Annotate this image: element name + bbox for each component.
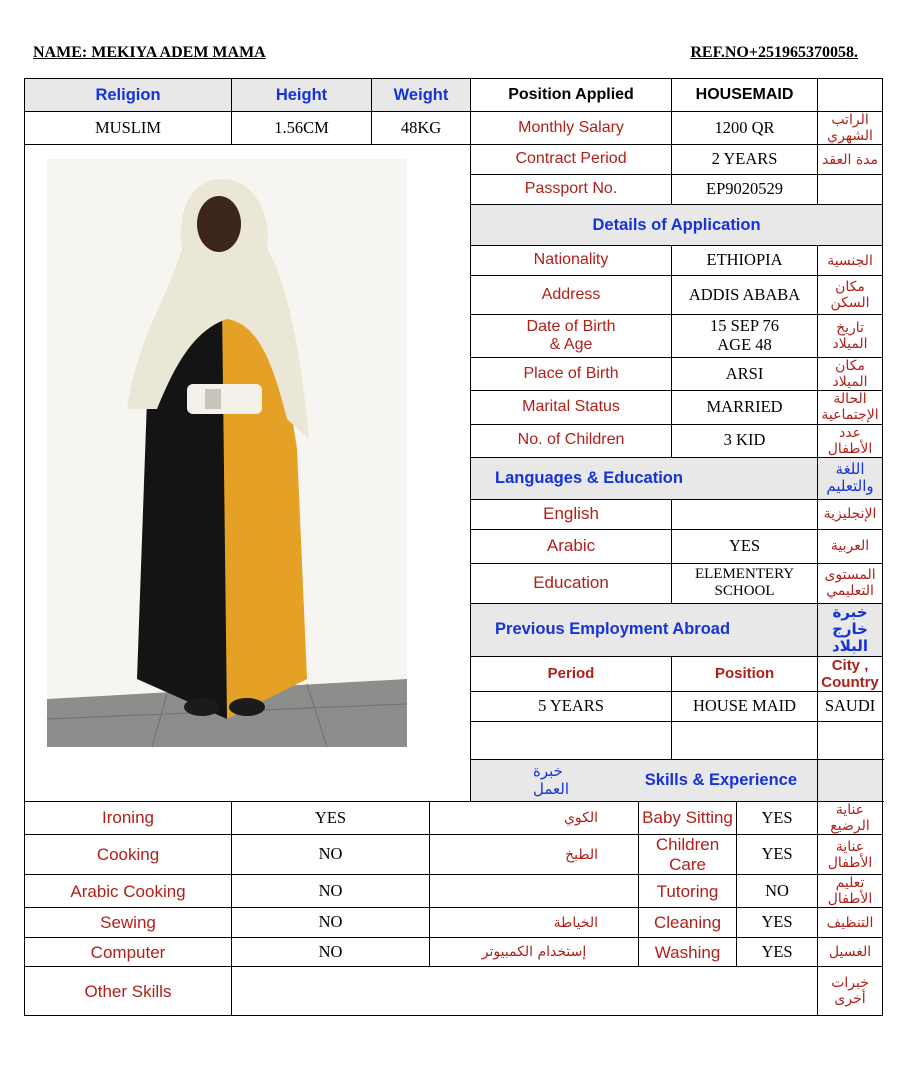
dob-label-line1: Date of Birth bbox=[526, 317, 616, 335]
english-arabic: الإنجليزية bbox=[818, 499, 883, 529]
skill-sewing-label: Sewing bbox=[25, 908, 232, 938]
skill-ironing-arabic: الكوي bbox=[430, 802, 639, 835]
candidate-photo bbox=[47, 159, 407, 747]
skill-sewing-value: NO bbox=[232, 908, 430, 938]
skill-tutoring-value: NO bbox=[737, 875, 818, 908]
marital-status-arabic: الحالة الإجتماعية bbox=[818, 391, 883, 424]
arabic-arabic: العربية bbox=[818, 529, 883, 563]
skill-computer-value: NO bbox=[232, 938, 430, 967]
skill-washing-value: YES bbox=[737, 938, 818, 967]
dob-value-line1: 15 SEP 76 bbox=[709, 316, 780, 336]
contract-period-arabic: مدة العقد bbox=[818, 145, 883, 175]
employment-heading-arabic: خبرة خارج البلاد bbox=[818, 603, 883, 656]
reference-number: REF.NO+251965370058. bbox=[690, 44, 858, 61]
other-skills-arabic: خبرات أخرى bbox=[818, 967, 883, 1016]
address-arabic: مكان السكن bbox=[818, 276, 883, 315]
place-of-birth-value: ARSI bbox=[672, 358, 818, 391]
employment-col-country: City , Country bbox=[818, 656, 883, 692]
education-value bbox=[672, 563, 818, 603]
place-of-birth-arabic: مكان الميلاد bbox=[818, 358, 883, 391]
education-value-line1: ELEMENTERY bbox=[694, 566, 795, 582]
religion-label: Religion bbox=[25, 79, 232, 112]
skill-cleaning-label: Cleaning bbox=[639, 908, 737, 938]
employment-col-period: Period bbox=[471, 656, 672, 692]
education-arabic: المستوى التعليمي bbox=[818, 563, 883, 603]
candidate-photo-drawing bbox=[47, 159, 407, 747]
address-label: Address bbox=[471, 276, 672, 315]
dob-label-line2: & Age bbox=[549, 336, 593, 354]
skill-arabic-cooking-label: Arabic Cooking bbox=[25, 875, 232, 908]
skill-washing-label: Washing bbox=[639, 938, 737, 967]
other-skills-value bbox=[232, 967, 818, 1016]
nationality-label: Nationality bbox=[471, 246, 672, 276]
nationality-arabic: الجنسية bbox=[818, 246, 883, 276]
employment-col-position: Position bbox=[672, 656, 818, 692]
employment-period-value: 5 YEARS bbox=[471, 692, 672, 722]
skill-cooking-value: NO bbox=[232, 835, 430, 875]
passport-label: Passport No. bbox=[471, 175, 672, 205]
passport-ar-blank bbox=[818, 175, 883, 205]
arabic-value: YES bbox=[672, 529, 818, 563]
employment-heading: Previous Employment Abroad bbox=[471, 603, 818, 656]
dob-arabic: تاريخ الميلاد bbox=[818, 315, 883, 358]
languages-heading-arabic: اللغة والتعليم bbox=[818, 457, 883, 499]
skills-heading-arabic-text: خبرة العمل bbox=[533, 762, 570, 798]
cv-table bbox=[24, 78, 883, 1016]
skill-baby-sitting-label: Baby Sitting bbox=[639, 802, 737, 835]
languages-heading: Languages & Education bbox=[471, 457, 818, 499]
skill-arabic-cooking-arabic bbox=[430, 875, 639, 908]
skills-heading: Skills & Experience bbox=[471, 760, 818, 802]
monthly-salary-label: Monthly Salary bbox=[471, 112, 672, 145]
marital-status-label: Marital Status bbox=[471, 391, 672, 424]
contract-period-value: 2 YEARS bbox=[672, 145, 818, 175]
education-label: Education bbox=[471, 563, 672, 603]
weight-label: Weight bbox=[372, 79, 471, 112]
position-applied-value: HOUSEMAID bbox=[672, 79, 818, 112]
arabic-label: Arabic bbox=[471, 529, 672, 563]
employment-empty-country bbox=[818, 722, 883, 760]
position-applied-label: Position Applied bbox=[471, 79, 672, 112]
nationality-value: ETHIOPIA bbox=[672, 246, 818, 276]
english-value bbox=[672, 499, 818, 529]
religion-value: MUSLIM bbox=[25, 112, 232, 145]
english-label: English bbox=[471, 499, 672, 529]
employment-empty-position bbox=[672, 722, 818, 760]
employment-empty-period bbox=[471, 722, 672, 760]
height-value: 1.56CM bbox=[232, 112, 372, 145]
skill-cleaning-value: YES bbox=[737, 908, 818, 938]
skill-ironing-value: YES bbox=[232, 802, 430, 835]
skill-washing-arabic: الغسيل bbox=[818, 938, 883, 967]
skill-computer-label: Computer bbox=[25, 938, 232, 967]
skill-ironing-label: Ironing bbox=[25, 802, 232, 835]
education-value-line2: SCHOOL bbox=[714, 583, 775, 600]
children-label: No. of Children bbox=[471, 424, 672, 457]
employment-country-value: SAUDI bbox=[818, 692, 883, 722]
children-arabic: عدد الأطفال bbox=[818, 424, 883, 457]
monthly-salary-value: 1200 QR bbox=[672, 112, 818, 145]
skill-computer-arabic: إستخدام الكمبيوتر bbox=[430, 938, 639, 967]
passport-value: EP9020529 bbox=[672, 175, 818, 205]
other-skills-label: Other Skills bbox=[25, 967, 232, 1016]
candidate-name: NAME: MEKIYA ADEM MAMA bbox=[33, 44, 266, 61]
monthly-salary-arabic: الراتب الشهري bbox=[818, 112, 883, 145]
skill-children-care-arabic: عناية الأطفال bbox=[818, 835, 883, 875]
photo-cell bbox=[25, 145, 471, 802]
employment-position-value: HOUSE MAID bbox=[672, 692, 818, 722]
weight-value: 48KG bbox=[372, 112, 471, 145]
dob-value bbox=[672, 315, 818, 358]
skill-baby-sitting-arabic: عناية الرضيع bbox=[818, 802, 883, 835]
marital-status-value: MARRIED bbox=[672, 391, 818, 424]
place-of-birth-label: Place of Birth bbox=[471, 358, 672, 391]
skill-baby-sitting-value: YES bbox=[737, 802, 818, 835]
dob-value-line2: AGE 48 bbox=[717, 335, 772, 355]
contract-period-label: Contract Period bbox=[471, 145, 672, 175]
skill-sewing-arabic: الخياطة bbox=[430, 908, 639, 938]
skill-tutoring-arabic: تعليم الأطفال bbox=[818, 875, 883, 908]
skill-children-care-value: YES bbox=[737, 835, 818, 875]
address-value: ADDIS ABABA bbox=[672, 276, 818, 315]
skill-cooking-arabic: الطبخ bbox=[430, 835, 639, 875]
skill-tutoring-label: Tutoring bbox=[639, 875, 737, 908]
dob-label bbox=[471, 315, 672, 358]
position-ar-blank bbox=[818, 79, 883, 112]
children-value: 3 KID bbox=[672, 424, 818, 457]
details-heading: Details of Application bbox=[471, 205, 883, 246]
height-label: Height bbox=[232, 79, 372, 112]
skill-cleaning-arabic: التنظيف bbox=[818, 908, 883, 938]
skill-arabic-cooking-value: NO bbox=[232, 875, 430, 908]
skill-children-care-label: Children Care bbox=[639, 835, 737, 875]
skill-cooking-label: Cooking bbox=[25, 835, 232, 875]
